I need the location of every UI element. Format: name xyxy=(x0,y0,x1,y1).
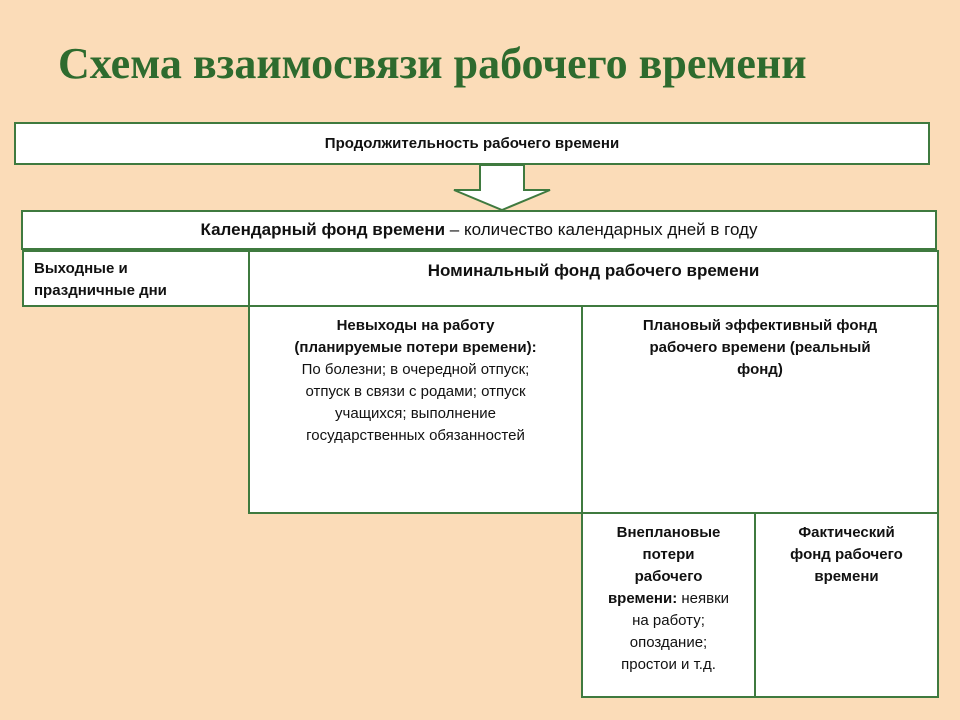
unplanned-line-4 xyxy=(589,588,748,610)
weekends-line-2: праздничные дни xyxy=(34,282,167,299)
unplanned-line-7: простои и т.д. xyxy=(621,656,716,673)
absence-text-line-3: учащихся; выполнение xyxy=(335,405,496,422)
absence-text-line-1: По болезни; в очередной отпуск; xyxy=(301,361,530,378)
weekends-line-1: Выходные и xyxy=(34,260,128,277)
unplanned-line-2: потери xyxy=(642,546,695,563)
unplanned-losses-box xyxy=(581,512,756,698)
planned-line-3: фонд) xyxy=(737,361,783,378)
page-title: Схема взаимосвязи рабочего времени xyxy=(58,39,807,88)
calendar-fund-box xyxy=(21,210,937,250)
nominal-fund-box xyxy=(248,250,939,307)
duration-label: Продолжительность рабочего времени xyxy=(324,134,620,152)
weekends-box xyxy=(22,250,250,307)
duration-box xyxy=(14,122,930,165)
planned-line-1: Плановый эффективный фонд xyxy=(642,317,878,334)
calendar-fund-definition: – количество календарных дней в году xyxy=(445,220,758,239)
actual-line-1: Фактический xyxy=(798,524,895,541)
absence-text-line-2: отпуск в связи с родами; отпуск xyxy=(305,383,526,400)
actual-line-3: времени xyxy=(814,568,879,585)
unplanned-line-4-text: неявки xyxy=(677,590,730,607)
unplanned-line-3: рабочего xyxy=(634,568,703,585)
planned-line-2: рабочего времени (реальный xyxy=(649,339,871,356)
unplanned-line-4-bold: времени: xyxy=(607,590,678,607)
absence-title-line-1: Невыходы на работу xyxy=(336,317,495,334)
planned-fund-box xyxy=(581,305,939,514)
actual-line-2: фонд рабочего xyxy=(790,546,903,563)
unplanned-line-1: Внеплановые xyxy=(616,524,721,541)
calendar-fund-term: Календарный фонд времени xyxy=(200,220,446,239)
down-arrow-icon xyxy=(450,164,554,212)
nominal-fund-label: Номинальный фонд рабочего времени xyxy=(427,261,760,280)
absence-title-line-2: (планируемые потери времени): xyxy=(294,339,537,356)
absence-box xyxy=(248,305,583,514)
unplanned-line-6: опоздание; xyxy=(629,634,708,651)
unplanned-line-5: на работу; xyxy=(632,612,705,629)
absence-text-line-4: государственных обязанностей xyxy=(306,427,525,444)
actual-fund-box xyxy=(754,512,939,698)
